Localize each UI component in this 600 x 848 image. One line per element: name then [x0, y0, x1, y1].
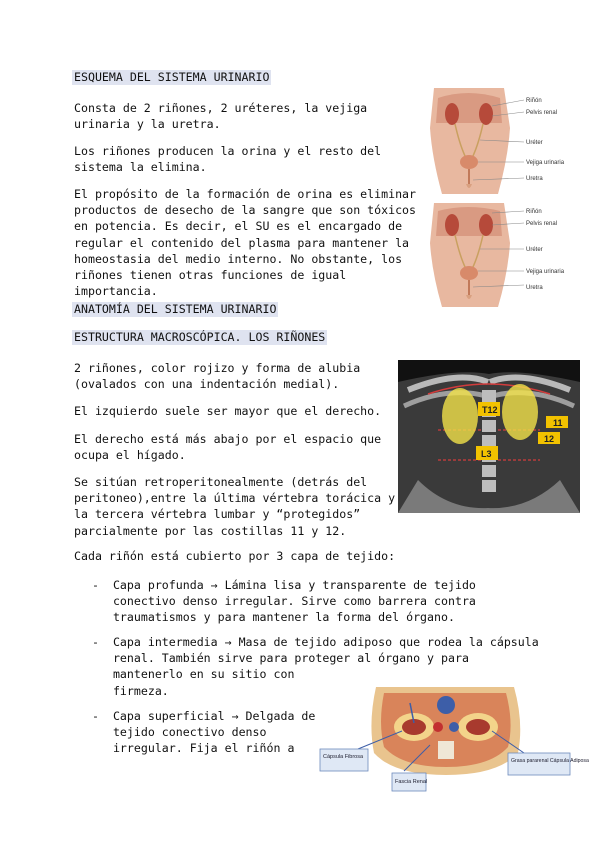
text-line: El derecho está más abajo por el espacio que — [74, 432, 382, 446]
paragraph-8 — [74, 548, 395, 564]
paragraph-3 — [74, 186, 416, 299]
urinary-system-figure-1 — [428, 88, 578, 194]
text-line: Se sitúan retroperitonealmente (detrás del — [74, 475, 368, 489]
text-line: sistema la elimina. — [74, 160, 207, 175]
text-line: importancia. — [74, 284, 158, 299]
text-line: El izquierdo suele ser mayor que el derecho. — [74, 404, 382, 418]
text-line: regular el contenido del plasma para mantener la — [74, 235, 410, 250]
paragraph-1 — [74, 100, 367, 132]
text-line: la tercera vértebra lumbar y “protegidos” — [74, 507, 361, 522]
figure2-label: Uretra — [526, 285, 543, 291]
kidney-xray-figure — [398, 360, 580, 513]
text-line: en potencia. Es decir, el SU es el encargado de — [74, 219, 403, 234]
text-line: tejido conectivo denso — [92, 725, 267, 740]
paragraph-2 — [74, 143, 381, 175]
text-line: - Capa superficial → Delgada de — [92, 709, 316, 723]
tag-t12: T12 — [482, 405, 498, 415]
tag-l3: L3 — [481, 449, 492, 459]
heading-estructura: ESTRUCTURA MACROSCÓPICA. LOS RIÑONES — [74, 330, 326, 344]
heading-anatomia: ANATOMÍA DEL SISTEMA URINARIO — [74, 302, 277, 316]
text-line: homeostasia del medio interno. No obstante, los — [74, 251, 403, 266]
urinary-system-figure-2 — [428, 203, 578, 307]
text-line: urinaria y la uretra. — [74, 117, 221, 132]
figure1-label: Uréter — [526, 140, 543, 146]
figure2-label: Pelvis renal — [526, 221, 558, 227]
figure2-label: Uréter — [526, 247, 543, 253]
bullet-capa-profunda — [92, 577, 476, 626]
text-line: - Capa intermedia → Masa de tejido adiposo que rodea la cápsula — [92, 635, 539, 649]
label-fascia-renal: Fascia Renal — [395, 779, 428, 785]
figure2-label: Riñón — [526, 209, 542, 215]
paragraph-4 — [74, 360, 360, 392]
paragraph-5 — [74, 403, 381, 419]
figure2-label: Vejiga urinaria — [526, 269, 565, 275]
text-line: (ovalados con una indentación medial). — [74, 377, 340, 392]
figure1-label: Riñón — [526, 98, 542, 104]
paragraph-7 — [74, 474, 395, 539]
text-line: Consta de 2 riñones, 2 uréteres, la vejiga — [74, 101, 368, 115]
text-line: - Capa profunda → Lámina lisa y transparente de tejido — [92, 578, 476, 592]
text-line: mantenerlo en su sitio con — [92, 667, 295, 682]
text-line: riñones tienen otras funciones de igual — [74, 268, 347, 283]
label-grasa-pararenal: Grasa pararenal Cápsula Adiposa — [511, 758, 589, 764]
kidney-cross-section-figure — [318, 683, 589, 793]
tag-11: 11 — [553, 418, 563, 428]
text-line: parcialmente por las costillas 11 y 12. — [74, 523, 347, 538]
text-line: firmeza. — [92, 683, 169, 698]
text-line: irregular. Fija el riñón a — [92, 741, 295, 756]
text-line: Los riñones producen la orina y el resto del — [74, 144, 382, 158]
text-line: traumatismos y para mantener la forma del órgano. — [92, 610, 455, 625]
text-line: productos de desecho de la sangre que son tóxicos — [74, 203, 417, 218]
text-line: ocupa el hígado. — [74, 448, 186, 463]
text-line: El propósito de la formación de orina es eliminar — [74, 187, 417, 201]
figure1-label: Pelvis renal — [526, 110, 558, 116]
figure1-label: Uretra — [526, 176, 543, 182]
heading-esquema: ESQUEMA DEL SISTEMA URINARIO — [74, 70, 270, 84]
paragraph-6 — [74, 431, 381, 463]
text-line: Cada riñón está cubierto por 3 capa de tejido: — [74, 549, 396, 563]
text-line: 2 riñones, color rojizo y forma de alubia — [74, 361, 361, 375]
text-line: peritoneo),entre la última vértebra torácica y — [74, 491, 396, 506]
text-line: renal. También sirve para proteger al órgano y para — [92, 651, 469, 666]
bullet-capa-superficial — [92, 708, 315, 757]
label-capsula-fibrosa: Cápsula Fibrosa — [323, 754, 364, 760]
figure1-label: Vejiga urinaria — [526, 160, 565, 166]
tag-12: 12 — [544, 434, 555, 444]
text-line: conectivo denso irregular. Sirve como barrera contra — [92, 594, 476, 609]
